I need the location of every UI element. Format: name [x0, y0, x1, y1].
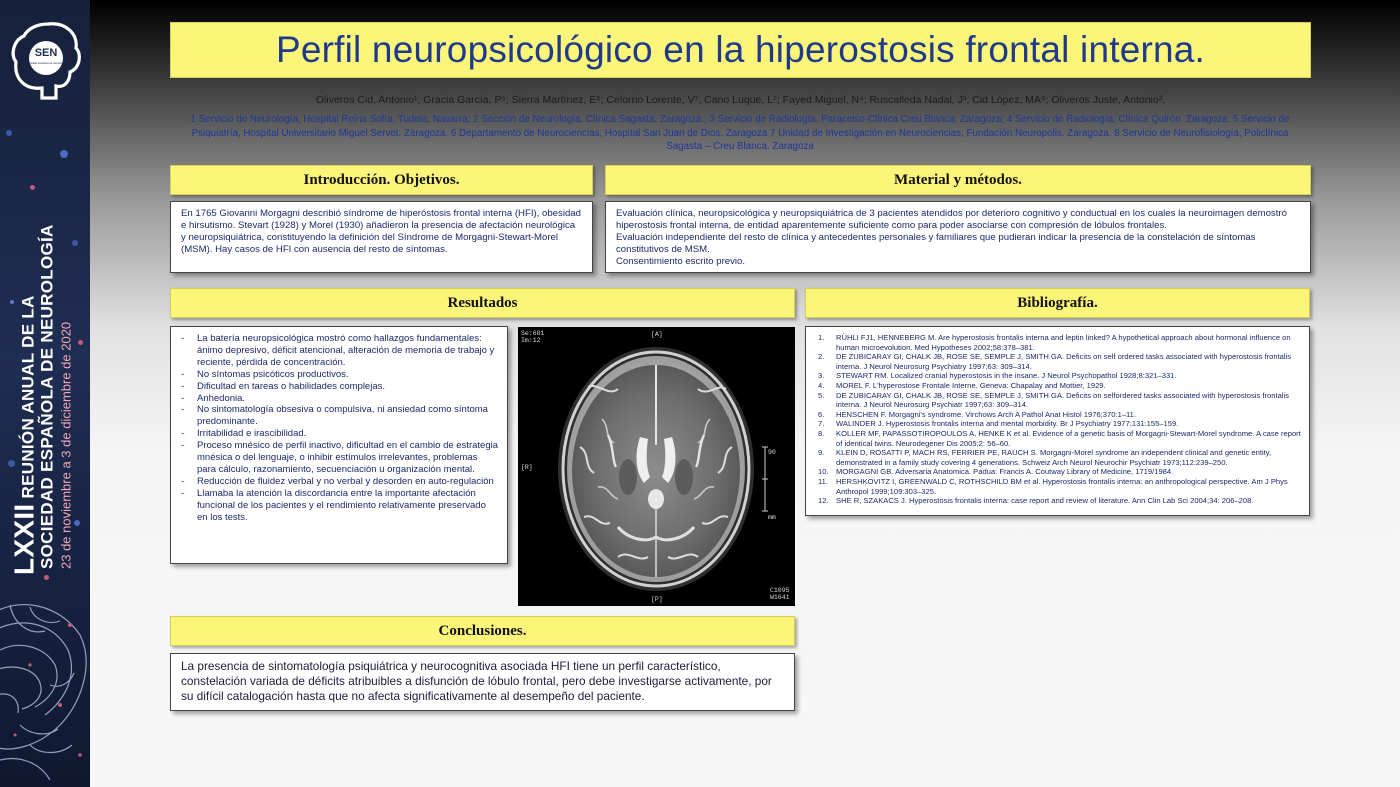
conference-sidebar [0, 0, 90, 787]
reference-number: 4. [818, 380, 825, 390]
results-item: - Proceso mnésico de perfil inactivo, dificultad en el cambio de estrategia mnésica o del lenguaje, o inhibir estímulos irrelevantes, problemas para cálculo, razonamiento, secuenciación u organización mental. [181, 440, 499, 476]
reference-text: MORGAGNI GB. Adversaria Anatomica. Padua: Francis A. Coutway Library of Medicine, 1719/1984. [836, 467, 1174, 477]
reference-number: 2. [818, 352, 825, 362]
results-item: - No síntomas psicóticos productivos. [181, 369, 499, 381]
poster-title-banner [170, 22, 1311, 78]
results-item: - Anhedonia. [181, 393, 499, 405]
reference-text: HENSCHEN F. Morgagni's syndrome. Virchows Arch A Pathol Anat Histol 1976;370:1–11. [836, 409, 1137, 419]
conclusions-heading-banner [170, 616, 795, 646]
conclusions-text: La presencia de sintomatología psiquiátrica y neurocognitiva asociada HFI tiene un perfil característico, constelación variada de déficits atribuibles a disfunción de lóbulo frontal, pero debe investigarse activamente, por su difícil catalogación hasta que no afecta significativamente al desempeño del paciente. [181, 659, 772, 703]
bibliography-heading-banner [805, 288, 1310, 318]
mri-window-width: W1641 [770, 594, 790, 601]
bibliography-item [814, 419, 1301, 429]
intro-heading-banner [170, 165, 593, 195]
bibliography-item [814, 333, 1301, 352]
bibliography-item [814, 477, 1301, 496]
reference-number: 3. [818, 371, 825, 381]
conclusions-heading: Conclusiones. [438, 622, 527, 639]
reference-text: MOREL F. L'hyperostose Frontale Interne. Geneva: Chapalay and Mottier, 1929. [836, 380, 1106, 390]
bibliography-list [814, 333, 1301, 506]
results-item: - Dificultad en tareas o habilidades complejas. [181, 381, 499, 393]
sen-logo [8, 18, 84, 106]
results-heading: Resultados [447, 294, 518, 311]
reference-text: STEWART RM. Localized cranial hyperostosis in the insane. J Neurol Psychopathol 1928;8:321–331. [836, 371, 1177, 381]
mri-series-number: Se:601 [521, 330, 545, 337]
reference-text: KLEIN D, ROSATTI P, MACH RS, FERRIER PE, RAUCH S. Morgagni-Morel syndrome an independent clinical and genetic entity, demonstrated in a family study covering 4 generations. Schweiz Arch Neurol Neurochir Psychiatr 1973;112:239–250. [836, 448, 1272, 467]
bibliography-heading: Bibliografía. [1017, 294, 1098, 311]
results-item: - Irritabilidad e irascibilidad. [181, 428, 499, 440]
authors-list: Oliveros Cid, Antonio¹; Gracia García, P⁵; Sierra Martínez, E⁶; Celorrio Lorente, V⁷; Cano Luque, L⁷; Fayed Miguel, N⁴; Ruscalleda Nadal, J³; Cid López, MA⁸; Oliveros Juste, Antonio². [315, 94, 1166, 106]
methods-line: Consentimiento escrito previo. [616, 256, 746, 267]
mri-right-label: [R] [521, 464, 533, 471]
bibliography-item [814, 391, 1301, 410]
affiliations-list: 1 Servicio de Neurología, Hospital Reina Sofía. Tudela, Navarra; 2 Sección de Neurología. Clínica Sagasta, Zaragoza.; 3 Servicio de Radiología. Paracelso-Clínica Creu Blanca. Zaragoza; 4 Servicio de Radiología, Clínica Quirón. Zaragoza. 5 Servicio de Psiquiatría, Hospital Universitario Miguel Servet. Zaragoza. 6 Departamento de Neurociencias, Hospital San Juan de Dios. Zaragoza 7 Unidad de Investigación en Neurociencias, Fundación Neuropolis. Zaragoza. 8 Servicio de Neurofisiología, Policlínica Sagasta – Creu Blanca. Zaragoza [190, 114, 1290, 152]
reference-number: 9. [818, 448, 825, 458]
bibliography-panel [805, 326, 1310, 516]
reference-number: 8. [818, 428, 825, 438]
conference-number: LXXII [8, 503, 40, 575]
methods-heading-banner [605, 165, 1311, 195]
reference-text: SHE R, SZAKACS J. Hyperostosis frontalis interna: case report and review of literature. Ann Clin Lab Sci 2004;34: 206–208. [836, 496, 1254, 506]
results-list [181, 333, 499, 524]
reference-number: 5. [818, 390, 825, 400]
conference-title [8, 195, 76, 575]
reference-text: KOLLER MF, PAPASSOTIROPOULOS A, HENKE K et al. Evidence of a genetic basis of Morgagni-Stewart-Morel syndrome. A case report of identical twins. Neurodegener Dis 2005;2: 56–60. [836, 428, 1301, 448]
mri-image-number: Im:12 [521, 337, 541, 344]
mri-scale-unit: mm [768, 514, 776, 521]
bibliography-item [814, 371, 1301, 381]
bibliography-item [814, 381, 1301, 391]
methods-line: Evaluación independiente del resto de clínica y antecedentes personales y familiares que pudieran indicar la presencia de la constelación de síntomas constitutivos de MSM. [616, 232, 1256, 255]
conference-line2: SOCIEDAD ESPAÑOLA DE NEUROLOGÍA [37, 224, 57, 569]
reference-text: RÜHLI FJ1, HENNEBERG M. Are hyperostosis frontalis interna and leptin linked? A hypothetical approach about hormonal influence on human microevolution. Med Hypotheses 2002;58:378–381. [836, 333, 1291, 352]
intro-heading: Introducción. Objetivos. [303, 171, 460, 188]
mri-anterior-label: [A] [651, 331, 663, 338]
methods-panel [605, 201, 1311, 273]
conclusions-panel [170, 653, 795, 711]
brain-illustration-icon [0, 595, 90, 787]
sen-logo-text: SEN [34, 47, 58, 59]
mri-series-label [521, 330, 544, 344]
results-item: - Llamaba la atención la discordancia entre la importante afectación funcional de los pacientes y el rendimiento relativamente preservado en los tests. [181, 488, 499, 524]
mri-window-center: C1095 [770, 587, 790, 594]
bibliography-item [814, 429, 1301, 448]
reference-number: 1. [818, 333, 825, 342]
bibliography-item [814, 410, 1301, 420]
reference-number: 12. [818, 496, 829, 506]
sen-logo-subtitle: Sociedad Española de Neurología [26, 62, 66, 65]
results-heading-banner [170, 288, 795, 318]
mri-brain-scan [518, 327, 795, 606]
results-item: - Reducción de fluidez verbal y no verbal y desorden en auto-regulación [181, 476, 499, 488]
reference-number: 11. [818, 476, 828, 486]
mri-window-label [770, 587, 790, 601]
mri-axial-image [518, 327, 795, 606]
bibliography-item [814, 352, 1301, 371]
reference-text: DE ZUBICARAY GI, CHALK JB, ROSE SE, SEMPLE J, SMITH GA. Deficits on selfordered tasks associated with hyperostosis frontalis interna. J Neurol Neurosurg Psychiatr 1997;63: 309–314. [836, 390, 1289, 410]
reference-number: 10. [818, 467, 829, 477]
bibliography-item [814, 467, 1301, 477]
mri-posterior-label: [P] [651, 596, 663, 603]
methods-heading: Material y métodos. [894, 171, 1022, 188]
results-panel [170, 326, 508, 564]
conference-line1: REUNIÓN ANUAL DE LA [18, 295, 38, 504]
intro-panel [170, 201, 593, 273]
mri-scale-value: 90 [768, 449, 776, 456]
reference-number: 6. [818, 409, 825, 419]
conference-dates: 23 de noviembre a 3 de diciembre de 2020 [58, 321, 74, 569]
reference-text: DE ZUBICARAY GI, CHALK JB, ROSE SE, SEMPLE J, SMITH GA. Deficits on self ordered tasks associated with hyperostosis frontalis interna. J Neurol Neurosurg Psychiatry 1997;63: 309–314. [836, 352, 1292, 371]
intro-text: En 1765 Giovanni Morgagni describió síndrome de hiperóstosis frontal interna (HFI), obesidad e hirsutismo. Stevart (1928) y Morel (1930) añadieron la presencia de afectación neurológica y neuropsiquiátrica, constituyendo la definición del Síndrome de Morgagni-Stewart-Morel (MSM). Hay casos de HFI con ausencia del resto de síntomas. [181, 208, 581, 255]
results-item: - La batería neuropsicológica mostró como hallazgos fundamentales: ánimo depresivo, déficit atencional, alteración de memoria de trabajo y reciente, pérdida de concentración. [181, 333, 499, 369]
bibliography-item [814, 448, 1301, 467]
reference-number: 7. [818, 419, 825, 429]
results-item: - No sintomatología obsesiva o compulsiva, ni ansiedad como síntoma predominante. [181, 404, 499, 428]
poster-title: Perfil neuropsicológico en la hiperostosis frontal interna. [275, 29, 1206, 70]
bibliography-item [814, 496, 1301, 506]
methods-line: Evaluación clínica, neuropsicológica y neuropsiquiátrica de 3 pacientes atendidos por deterioro cognitivo y conductual en los cuales la neuroimagen demostró hiperostosis frontal interna, de entidad aparentemente suficiente como para poder asociarse con compresión de lóbulos frontales. [616, 208, 1287, 231]
reference-text: WALINDER J. Hyperostosis frontalis interna and mental morbidity. Br J Psychiatry 1977;131:155–159. [836, 419, 1179, 429]
reference-text: HERSHKOVITZ I, GREENWALD C, ROTHSCHILD BM et al. Hyperostosis frontalis interna: an anthropological perspective. Am J Phys Anthropol 1999;109:303–325. [836, 476, 1288, 496]
